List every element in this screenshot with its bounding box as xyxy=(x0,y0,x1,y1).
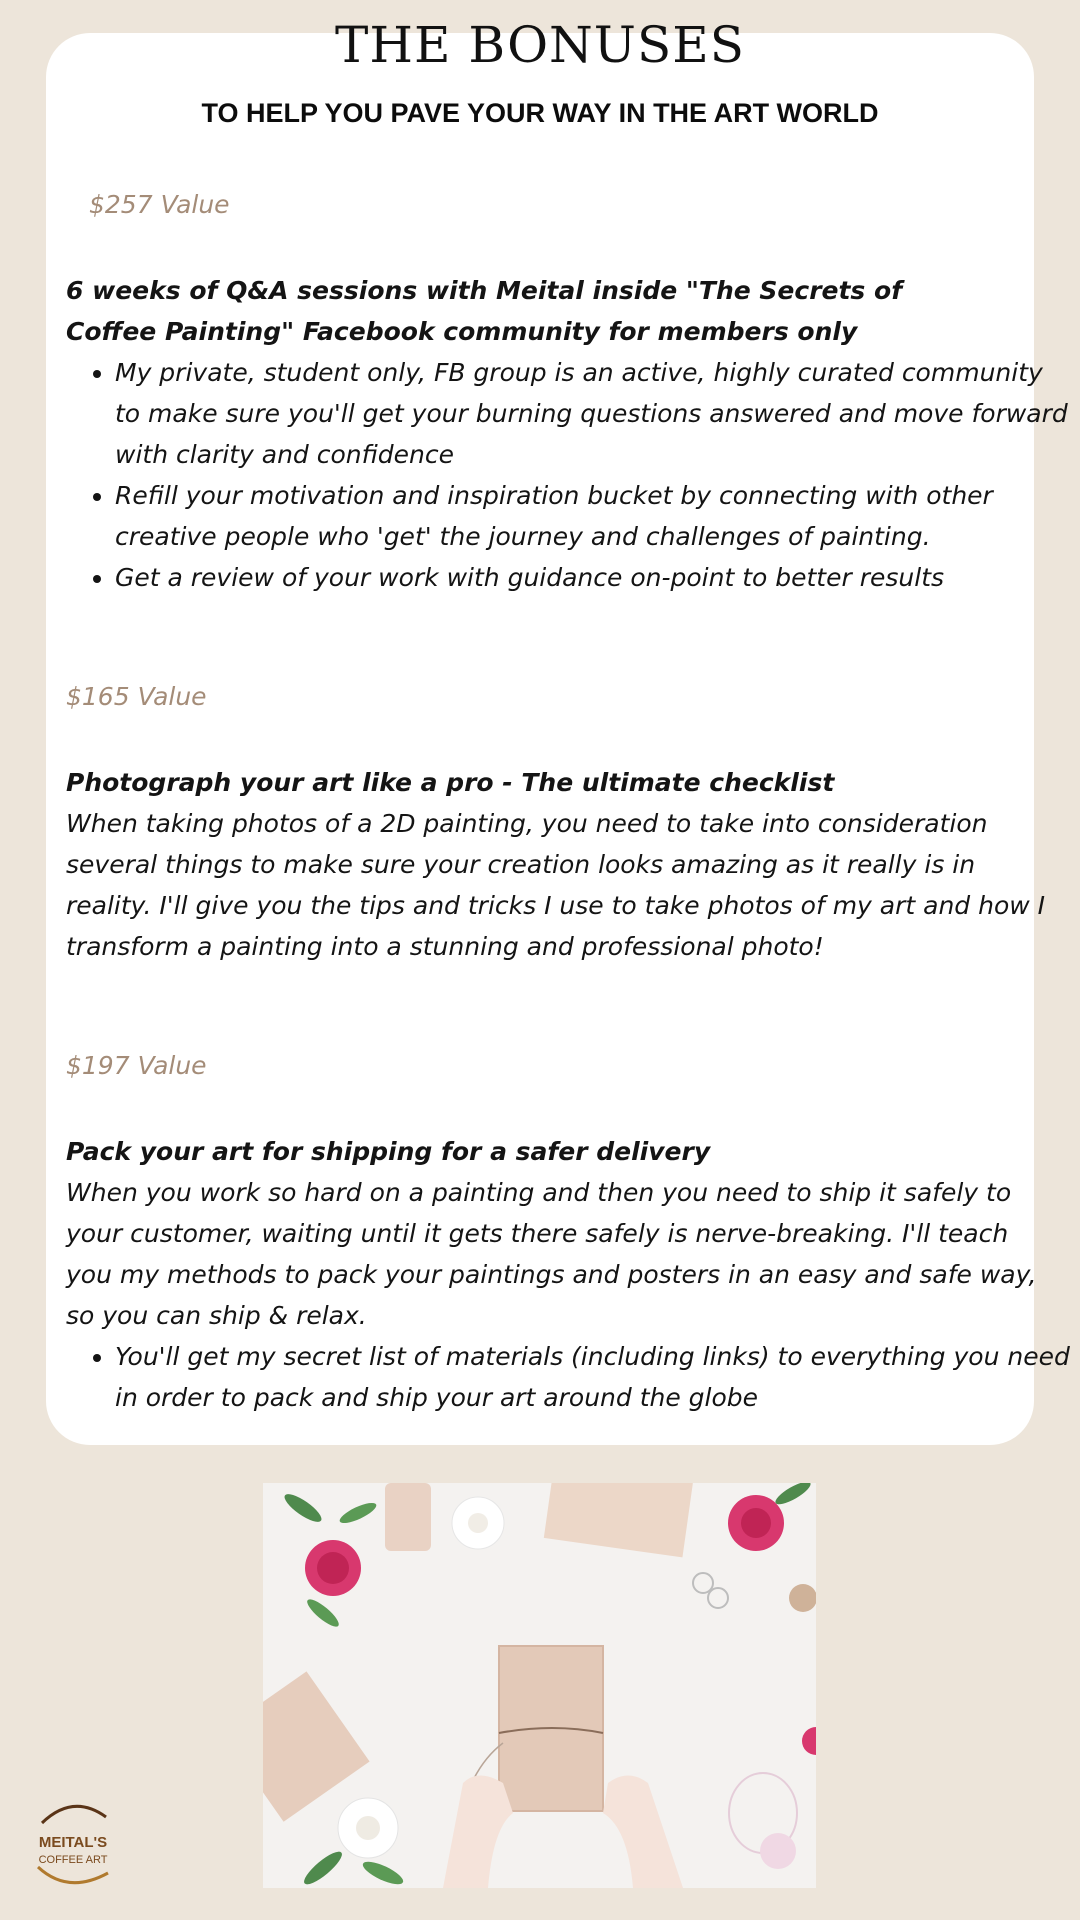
packaging-photo xyxy=(263,1483,816,1888)
bonus-1-title: 6 weeks of Q&A sessions with Meital inside "The Secrets of Coffee Painting" Facebook community for members only xyxy=(66,276,903,346)
bonus-1-bullet: • My private, student only, FB group is an active, highly curated community to make sure you'll get your burning questions answered and move forward with clarity and confidence xyxy=(115,352,1075,475)
bonus-1-bullet-list xyxy=(66,352,1075,598)
bonus-3-value: $197 Value xyxy=(66,1051,207,1080)
logo-mark-icon xyxy=(28,1795,118,1895)
bonus-3-bullet-list xyxy=(66,1336,1075,1418)
page-title: THE BONUSES xyxy=(335,16,745,74)
bonus-3-bullet: • You'll get my secret list of materials (including links) to everything you need in order to pack and ship your art around the globe xyxy=(115,1336,1075,1418)
packaging-photo-illustration xyxy=(263,1483,816,1888)
bonus-3-description: When you work so hard on a painting and then you need to ship it safely to your customer, waiting until it gets there safely is nerve-breaking. I'll teach you my methods to pack your paintings and posters in an easy and safe way, so you can ship & relax. xyxy=(66,1178,1037,1330)
meitals-coffee-art-logo xyxy=(28,1795,118,1895)
page-subtitle: TO HELP YOU PAVE YOUR WAY IN THE ART WORLD xyxy=(201,98,879,128)
bonus-2-description: When taking photos of a 2D painting, you need to take into consideration several things to make sure your creation looks amazing as it really is in reality. I'll give you the tips and tricks I use to take photos of my art and how I transform a painting into a stunning and professional photo! xyxy=(66,809,1046,961)
bonus-2-value: $165 Value xyxy=(66,682,207,711)
bonus-2-title: Photograph your art like a pro - The ultimate checklist xyxy=(66,768,835,797)
bonus-1-bullet: • Get a review of your work with guidance on-point to better results xyxy=(115,557,1075,598)
bonus-3-title: Pack your art for shipping for a safer delivery xyxy=(66,1137,711,1166)
bonus-1-value: $257 Value xyxy=(89,190,230,219)
logo-line-2: COFFEE ART xyxy=(38,1854,108,1866)
bonus-1-bullet: • Refill your motivation and inspiration bucket by connecting with other creative people who 'get' the journey and challenges of painting. xyxy=(115,475,1075,557)
logo-line-1: MEITAL'S xyxy=(38,1834,108,1851)
